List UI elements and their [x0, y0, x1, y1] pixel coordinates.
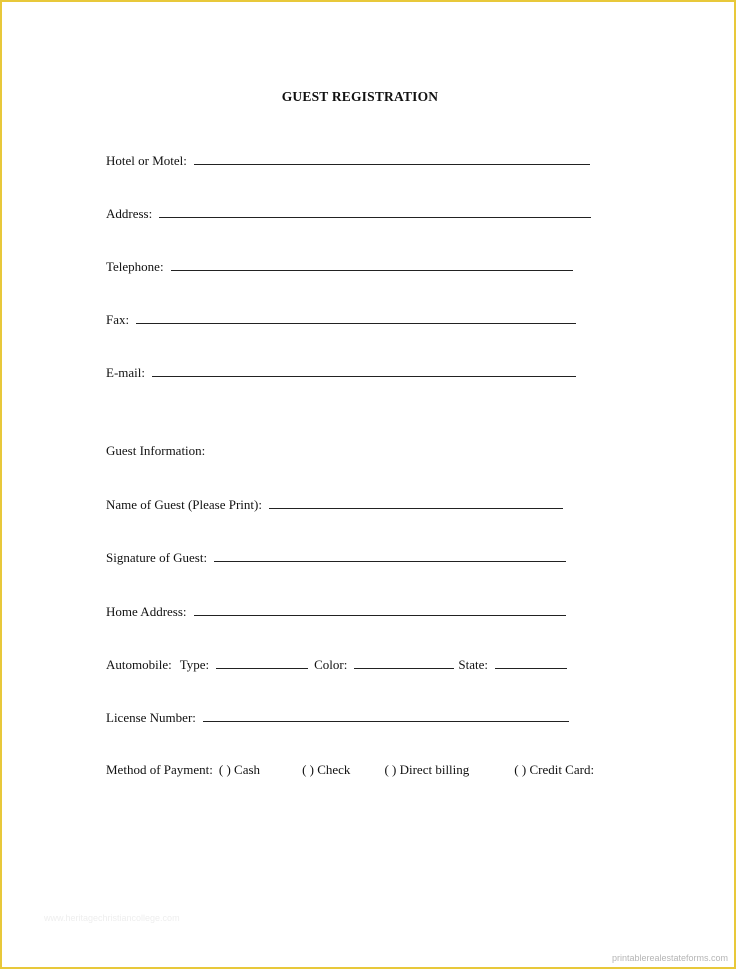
guest-info-heading: Guest Information:	[106, 443, 206, 458]
fax-label: Fax:	[106, 312, 130, 327]
automobile-row	[106, 656, 567, 673]
site-watermark: printablerealestateforms.com	[611, 953, 728, 963]
address-row	[106, 205, 591, 222]
payment-option-direct-billing[interactable]: ( ) Direct billing	[384, 762, 470, 777]
license-label: License Number:	[106, 710, 196, 725]
type-label: Type:	[179, 657, 210, 672]
payment-label: Method of Payment:	[106, 762, 213, 777]
payment-option-check[interactable]: ( ) Check	[302, 762, 351, 777]
home-address-field[interactable]	[194, 603, 566, 616]
payment-option-cash[interactable]: ( ) Cash	[218, 762, 261, 777]
payment-option-credit-card[interactable]: ( ) Credit Card:	[514, 762, 595, 777]
payment-row	[106, 762, 594, 778]
telephone-row	[106, 258, 573, 275]
color-label: Color:	[314, 657, 348, 672]
telephone-field[interactable]	[171, 258, 573, 271]
hotel-label: Hotel or Motel:	[106, 153, 187, 168]
signature-field[interactable]	[214, 549, 566, 562]
home-address-label: Home Address:	[106, 604, 187, 619]
address-label: Address:	[106, 206, 153, 221]
faint-watermark: www.heritagechristiancollege.com	[44, 913, 180, 923]
guest-name-row	[106, 496, 563, 513]
guest-name-label: Name of Guest (Please Print):	[106, 497, 262, 512]
guest-name-field[interactable]	[269, 496, 563, 509]
guest-info-heading-row	[106, 443, 205, 459]
fax-field[interactable]	[136, 311, 576, 324]
address-field[interactable]	[159, 205, 591, 218]
state-field[interactable]	[495, 656, 567, 669]
color-field[interactable]	[354, 656, 454, 669]
license-field[interactable]	[203, 709, 569, 722]
signature-row	[106, 549, 566, 566]
automobile-label: Automobile:	[106, 657, 172, 672]
home-address-row	[106, 603, 566, 620]
hotel-field[interactable]	[194, 152, 590, 165]
form-title: GUEST REGISTRATION	[281, 89, 439, 104]
email-row	[106, 364, 576, 381]
license-row	[106, 709, 569, 726]
hotel-row	[106, 152, 590, 169]
state-label: State:	[458, 657, 488, 672]
signature-label: Signature of Guest:	[106, 550, 208, 565]
fax-row	[106, 311, 576, 328]
email-label: E-mail:	[106, 365, 145, 380]
type-field[interactable]	[216, 656, 308, 669]
email-field[interactable]	[152, 364, 576, 377]
telephone-label: Telephone:	[106, 259, 164, 274]
